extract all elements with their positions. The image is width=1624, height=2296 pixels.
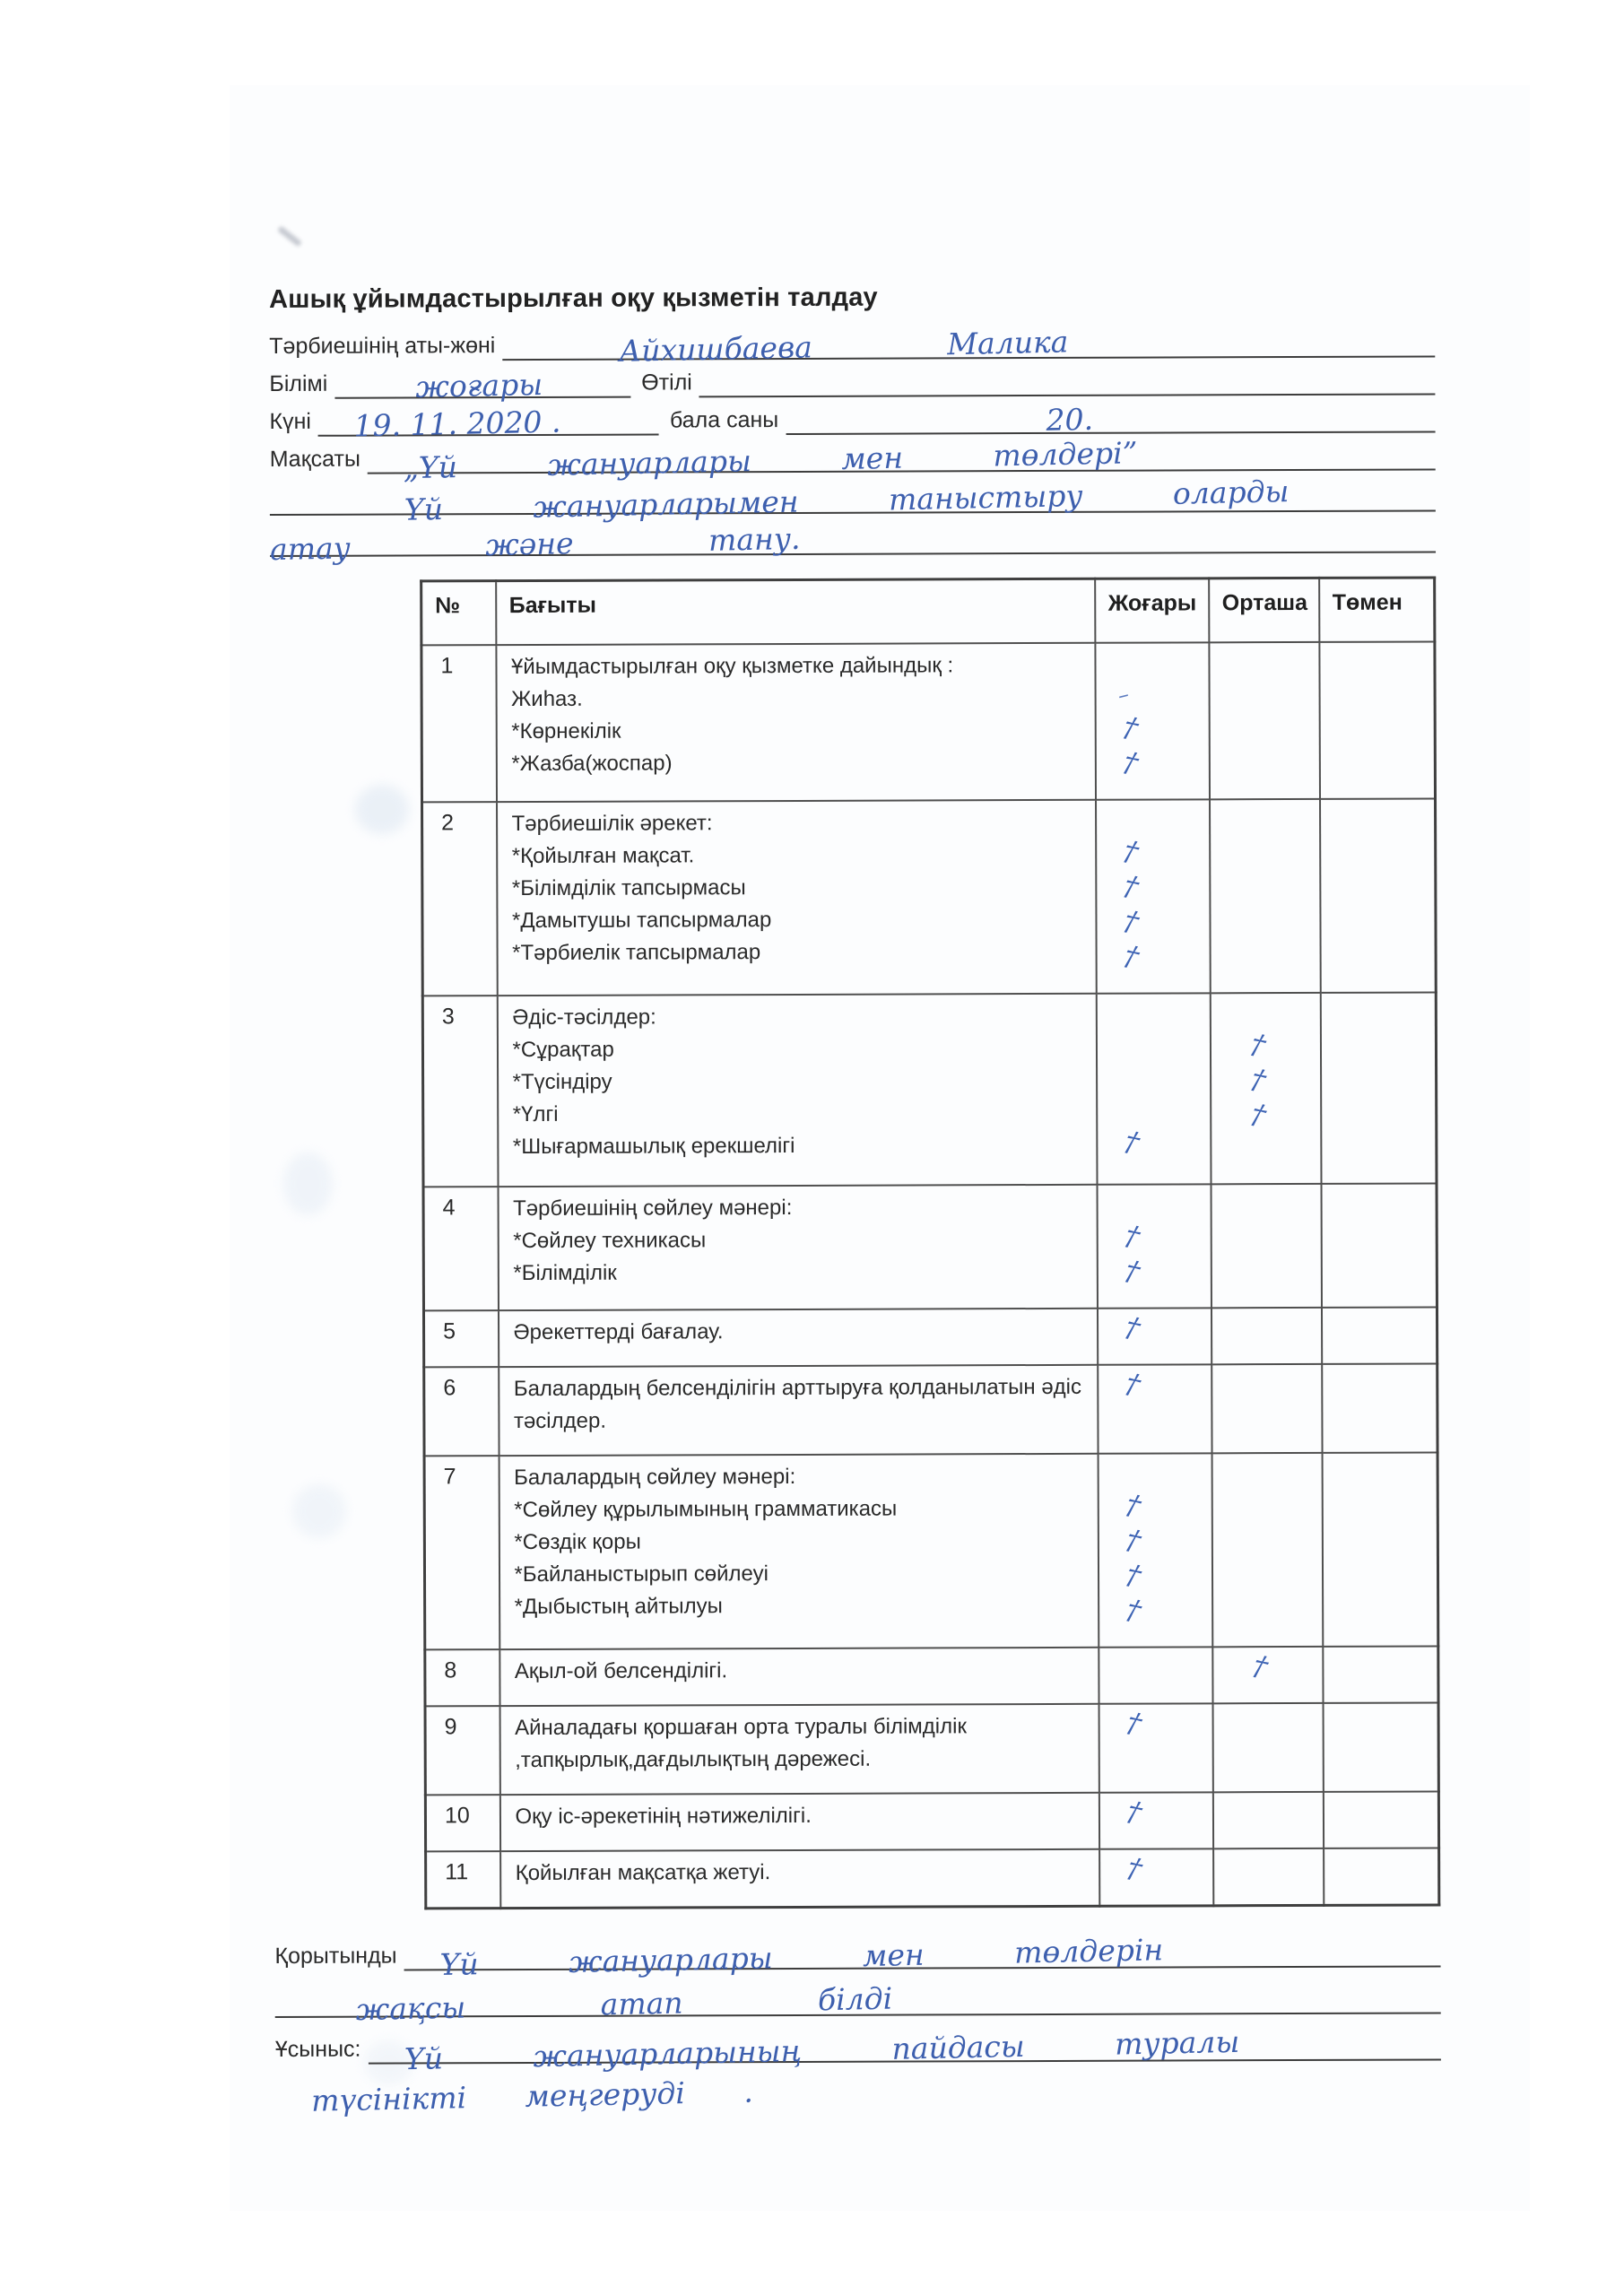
suggestion-label: Ұсыныс:	[274, 2036, 361, 2062]
mark-slot	[1322, 1095, 1436, 1127]
mark-slot	[1211, 1028, 1319, 1066]
mark-slot	[1097, 1031, 1209, 1064]
mark-slot	[1322, 1189, 1436, 1222]
criteria-line: Қойылған мақсатқа жетуі.	[515, 1860, 771, 1886]
row-number: 7	[424, 1456, 499, 1649]
handwritten-check-mark: †	[1118, 939, 1142, 974]
criteria-line: Әдіс-тәсілдер:	[512, 1004, 656, 1031]
handwritten-check-mark: †	[1119, 1219, 1144, 1254]
handwritten-check-mark: †	[1121, 1593, 1145, 1628]
row-number: 11	[426, 1851, 500, 1909]
criteria-line: Айналадағы қоршаған орта туралы білімділік	[515, 1714, 967, 1741]
mark-slot	[1214, 1855, 1323, 1887]
suggestion-line-1	[368, 2023, 1441, 2077]
goal-line-3	[269, 520, 1436, 568]
mark-slot	[1323, 1555, 1437, 1587]
row-number: 5	[423, 1310, 498, 1367]
date-handwritten: 19. 11. 2020 .	[353, 404, 562, 444]
mark-slot	[1096, 710, 1208, 749]
mark-slot	[1098, 1096, 1210, 1128]
row-number: 6	[424, 1367, 499, 1456]
experience-label: Өтілі	[641, 370, 692, 396]
mark-slot	[1211, 870, 1319, 902]
mark-slot	[1213, 1588, 1322, 1621]
column-header-direction: Бағыты	[496, 578, 1095, 645]
criteria-text-cell	[500, 1849, 1099, 1909]
mark-slot	[1321, 837, 1435, 869]
rating-cell-low	[1319, 641, 1436, 798]
mark-slot	[1099, 1558, 1211, 1596]
rating-cell-high	[1098, 1453, 1212, 1647]
rating-cell-mid	[1211, 1453, 1323, 1647]
rating-cell-low	[1322, 1452, 1438, 1646]
rating-cell-low	[1321, 1307, 1437, 1363]
criteria-line: *Сөйлеу техникасы	[513, 1228, 707, 1254]
rating-cell-low	[1322, 1363, 1437, 1452]
teacher-name-handwritten: Айхишбаева Малика	[618, 324, 1069, 369]
mark-slot	[1096, 648, 1208, 681]
handwritten-check-mark: †	[1121, 1706, 1145, 1741]
rating-cell-mid	[1212, 1703, 1323, 1792]
criteria-line: Жиһаз.	[511, 686, 583, 712]
rating-cell-mid	[1209, 642, 1320, 799]
education-line	[334, 366, 630, 404]
handwritten-check-mark: †	[1247, 1649, 1272, 1683]
handwritten-check-mark: †	[1246, 1098, 1270, 1132]
goal-handwritten-3: атау және тану.	[269, 520, 801, 568]
mark-slot	[1324, 1709, 1437, 1741]
column-header-number: №	[421, 581, 496, 646]
handwritten-check-mark: †	[1246, 1063, 1270, 1097]
rating-cell-high	[1099, 1703, 1212, 1792]
table-row	[424, 1363, 1437, 1456]
handwritten-check-mark: †	[1121, 1523, 1145, 1558]
goal-handwritten-2: Үй жануарларымен таныстыру оларды	[404, 474, 1290, 527]
mark-slot	[1099, 1523, 1211, 1561]
table-row	[423, 1183, 1437, 1310]
handwritten-check-mark: †	[1246, 1028, 1270, 1062]
criteria-line: *Сөйлеу құрылымының грамматикасы	[514, 1496, 898, 1523]
mark-slot	[1098, 1125, 1210, 1163]
handwritten-check-mark: †	[1117, 745, 1142, 780]
mark-slot	[1098, 1190, 1210, 1222]
education-handwritten: жоғары	[414, 366, 543, 404]
table-row	[425, 1646, 1438, 1706]
document-content	[269, 281, 1441, 2118]
scan-smudge	[277, 226, 302, 248]
mark-slot	[1098, 1219, 1210, 1257]
rating-cell-mid	[1211, 1184, 1321, 1308]
mark-slot	[1320, 680, 1434, 712]
column-header-low: Төмен	[1319, 578, 1435, 642]
mark-slot	[1321, 998, 1435, 1031]
mark-slot	[1321, 934, 1435, 966]
handwritten-check-mark: †	[1117, 710, 1142, 745]
mark-slot	[1323, 1402, 1437, 1434]
date-line	[318, 404, 659, 444]
mark-slot	[1098, 1254, 1210, 1292]
mark-slot	[1211, 1222, 1320, 1255]
rating-cell-high	[1099, 1848, 1213, 1906]
criteria-line: Тәрбиешінің сөйлеу мәнері:	[513, 1195, 793, 1222]
mark-slot	[1211, 1190, 1320, 1222]
row-number: 3	[422, 996, 498, 1187]
mark-slot	[1211, 1098, 1320, 1136]
criteria-line: тәсілдер.	[513, 1408, 607, 1434]
mark-slot	[1097, 834, 1209, 873]
mark-slot	[1322, 1254, 1436, 1286]
row-number: 4	[423, 1187, 498, 1310]
criteria-text-cell	[497, 800, 1097, 996]
rating-cell-high	[1096, 993, 1211, 1184]
mark-slot	[1212, 1459, 1321, 1492]
mark-slot	[1213, 1649, 1322, 1688]
document-footer	[274, 1920, 1441, 2118]
mark-slot	[1320, 712, 1434, 744]
conclusion-line-1	[404, 1932, 1441, 1983]
mark-slot	[1322, 1063, 1436, 1095]
rating-cell-high	[1098, 1364, 1211, 1453]
mark-slot	[1097, 904, 1209, 943]
table-row	[424, 1452, 1438, 1649]
mark-slot	[1210, 713, 1318, 745]
row-number: 8	[425, 1649, 499, 1706]
mark-slot	[1320, 648, 1434, 680]
criteria-line: Оқу іс-әрекетінің нәтижелілігі.	[515, 1803, 812, 1830]
mark-slot	[1099, 1310, 1211, 1349]
mark-slot	[1097, 939, 1209, 978]
mark-slot	[1099, 1459, 1211, 1492]
rating-cell-mid	[1212, 1792, 1323, 1848]
mark-slot	[1323, 1458, 1437, 1491]
table-header-row	[421, 578, 1435, 645]
handwritten-check-mark: †	[1122, 1851, 1146, 1886]
criteria-line: *Байланыстырып сөйлеуі	[514, 1561, 769, 1587]
row-number: 10	[425, 1795, 499, 1851]
row-number: 9	[425, 1706, 499, 1795]
rating-cell-low	[1320, 798, 1437, 992]
criteria-line: Ақыл-ой белсенділігі.	[514, 1658, 728, 1684]
rating-cell-low	[1323, 1791, 1438, 1848]
criteria-text-cell	[498, 1185, 1097, 1310]
conclusion-label: Қорытынды	[274, 1943, 397, 1969]
mark-slot	[1099, 1706, 1211, 1744]
mark-slot	[1212, 1314, 1321, 1346]
criteria-line: Балалардың сөйлеу мәнері:	[514, 1464, 796, 1491]
rating-cell-mid	[1210, 993, 1321, 1184]
criteria-line: *Шығармашылық ерекшелігі	[512, 1133, 795, 1160]
criteria-line: *Көрнекілік	[511, 718, 621, 744]
criteria-line: *Қойылған мақсат.	[511, 843, 695, 869]
teacher-name-line	[502, 324, 1435, 369]
criteria-text-cell	[499, 1454, 1099, 1649]
criteria-text-cell	[497, 994, 1097, 1187]
criteria-text-cell	[499, 1365, 1098, 1456]
table-row	[421, 641, 1436, 802]
criteria-line: *Тәрбиелік тапсырмалар	[512, 940, 761, 966]
education-label: Білімі	[269, 370, 328, 396]
mark-slot	[1097, 869, 1209, 908]
rating-cell-mid	[1211, 1308, 1321, 1364]
mark-slot	[1096, 745, 1208, 784]
conclusion-handwritten-2: жақсы атап білді	[355, 1980, 893, 2028]
table-row	[425, 1702, 1438, 1795]
goal-line-1	[368, 435, 1436, 486]
criteria-line: ,тапқырлық,дағдылықтың дәрежесі.	[515, 1746, 872, 1773]
mark-slot	[1321, 1031, 1435, 1063]
mark-slot	[1324, 1797, 1437, 1830]
mark-slot	[1321, 869, 1435, 901]
mark-slot	[1213, 1742, 1322, 1774]
mark-slot	[1323, 1523, 1437, 1555]
rating-cell-high	[1095, 642, 1210, 799]
mark-slot	[1324, 1587, 1437, 1620]
handwritten-check-mark: †	[1120, 1310, 1144, 1345]
rating-cell-high	[1097, 1184, 1211, 1308]
suggestion-handwritten-1: Үй жануарларының пайдасы туралы	[404, 2023, 1240, 2077]
handwritten-check-mark: †	[1118, 869, 1142, 904]
rating-cell-low	[1320, 992, 1437, 1183]
mark-slot	[1212, 1492, 1321, 1524]
mark-slot	[1322, 1127, 1436, 1160]
handwritten-check-mark: †	[1119, 1125, 1143, 1160]
mark-slot	[1323, 1313, 1437, 1345]
mark-slot	[1211, 935, 1319, 967]
criteria-line: Әрекеттерді бағалау.	[513, 1319, 724, 1345]
criteria-text-cell	[496, 643, 1096, 802]
mark-slot	[1099, 1488, 1211, 1526]
children-count-handwritten: 20.	[1045, 401, 1094, 438]
handwritten-check-mark: †	[1120, 1367, 1144, 1402]
mark-slot	[1212, 1524, 1321, 1556]
rating-cell-mid	[1211, 1364, 1322, 1453]
mark-slot	[1211, 1136, 1320, 1169]
table-row	[426, 1848, 1439, 1908]
conclusion-handwritten-1: Үй жануарлары мен төлдерін	[439, 1932, 1164, 1983]
mark-slot	[1213, 1798, 1322, 1831]
criteria-line: *Үлгі	[512, 1101, 559, 1127]
mark-slot	[1322, 1222, 1436, 1254]
mark-slot	[1097, 999, 1209, 1031]
field-row-education	[269, 357, 1435, 404]
mark-slot	[1212, 1370, 1321, 1403]
criteria-line: *Сөздік қоры	[514, 1529, 641, 1555]
rating-cell-low	[1324, 1848, 1439, 1905]
criteria-table-body	[421, 641, 1439, 1908]
evaluation-table	[420, 576, 1440, 1909]
rating-cell-low	[1323, 1702, 1438, 1791]
suggestion-handwritten-2: түсінікті меңгеруді .	[310, 2074, 754, 2118]
criteria-line: Балалардың белсенділігін арттыруға қолданылатын әдіс	[513, 1374, 1082, 1402]
criteria-text-cell	[499, 1704, 1099, 1795]
conclusion-line-2	[275, 1980, 1441, 2028]
field-row-teacher	[269, 319, 1435, 369]
mark-slot	[1099, 1367, 1211, 1405]
column-header-mid: Орташа	[1209, 578, 1319, 642]
mark-slot	[1099, 1744, 1211, 1777]
document-title: Ашық ұйымдастырылған оқу қызметін талдау	[269, 283, 878, 314]
criteria-line: *Жазба(жоспар)	[511, 751, 673, 777]
mark-slot	[1210, 648, 1318, 681]
rating-cell-high	[1096, 799, 1211, 993]
criteria-line: *Білімділік	[513, 1260, 617, 1286]
criteria-line: *Білімділік тапсырмасы	[511, 875, 746, 901]
mark-slot	[1324, 1854, 1438, 1886]
mark-slot	[1211, 999, 1319, 1031]
mark-slot	[1320, 744, 1434, 777]
rating-cell-mid	[1210, 799, 1321, 993]
mark-slot	[1099, 1405, 1211, 1438]
goal-line-2	[270, 474, 1436, 527]
mark-slot	[1323, 1370, 1437, 1402]
column-header-high: Жоғары	[1095, 578, 1209, 643]
table-row	[422, 992, 1437, 1187]
rating-cell-mid	[1213, 1848, 1324, 1906]
mark-slot	[1324, 1741, 1437, 1773]
mark-slot	[1099, 1593, 1211, 1631]
date-label: Күні	[269, 408, 312, 434]
mark-slot	[1100, 1851, 1212, 1890]
rating-cell-high	[1097, 1308, 1211, 1364]
rating-cell-mid	[1212, 1647, 1323, 1703]
handwritten-dash-mark: –	[1114, 681, 1132, 709]
mark-slot	[1321, 804, 1435, 837]
rating-cell-high	[1099, 1792, 1212, 1848]
criteria-line: *Дамытушы тапсырмалар	[511, 908, 772, 934]
handwritten-check-mark: †	[1118, 904, 1142, 939]
mark-slot	[1210, 745, 1318, 778]
mark-slot	[1211, 1063, 1320, 1101]
criteria-line: Тәрбиешілік әрекет:	[511, 811, 713, 837]
criteria-text-cell	[499, 1793, 1099, 1851]
mark-slot	[1323, 1491, 1437, 1523]
rating-cell-high	[1099, 1647, 1212, 1703]
mark-slot	[1098, 1064, 1210, 1096]
handwritten-check-mark: †	[1119, 1254, 1144, 1289]
goal-handwritten-1: „Үй жануарлары мен төлдері”	[403, 435, 1139, 486]
mark-slot	[1099, 1653, 1211, 1685]
criteria-text-cell	[498, 1309, 1097, 1367]
mark-slot	[1212, 1556, 1321, 1588]
criteria-text-cell	[499, 1648, 1099, 1706]
row-number: 1	[421, 645, 497, 802]
mark-slot	[1324, 1652, 1437, 1684]
mark-slot	[1211, 902, 1319, 935]
mark-slot	[1321, 901, 1435, 934]
children-count-label: бала саны	[669, 407, 779, 433]
rating-cell-low	[1323, 1646, 1438, 1702]
mark-slot	[1096, 681, 1208, 714]
table-row	[422, 798, 1437, 996]
criteria-line: *Сұрақтар	[512, 1037, 614, 1063]
criteria-line: Ұйымдастырылған оқу қызметке дайындық :	[510, 653, 954, 680]
conclusion-row	[274, 1920, 1440, 1983]
criteria-line: *Түсіндіру	[512, 1069, 612, 1095]
mark-slot	[1099, 1795, 1211, 1833]
mark-slot	[1213, 1709, 1322, 1742]
goal-label: Мақсаты	[269, 446, 360, 472]
table-row	[423, 1307, 1437, 1367]
handwritten-check-mark: †	[1121, 1558, 1145, 1593]
handwritten-check-mark: †	[1120, 1488, 1145, 1523]
mark-slot	[1097, 805, 1209, 838]
criteria-line: *Дыбыстың айтылуы	[514, 1594, 723, 1620]
mark-slot	[1211, 838, 1319, 870]
table-row	[425, 1791, 1438, 1851]
mark-slot	[1211, 1255, 1320, 1287]
mark-slot	[1210, 681, 1318, 713]
mark-slot	[1212, 1403, 1321, 1435]
teacher-name-label: Тәрбиешінің аты-жөні	[269, 333, 496, 359]
row-number: 2	[422, 802, 498, 996]
handwritten-check-mark: †	[1122, 1795, 1146, 1830]
handwritten-check-mark: †	[1118, 834, 1142, 869]
children-count-line	[786, 401, 1435, 438]
mark-slot	[1211, 805, 1319, 838]
rating-cell-low	[1321, 1183, 1437, 1307]
